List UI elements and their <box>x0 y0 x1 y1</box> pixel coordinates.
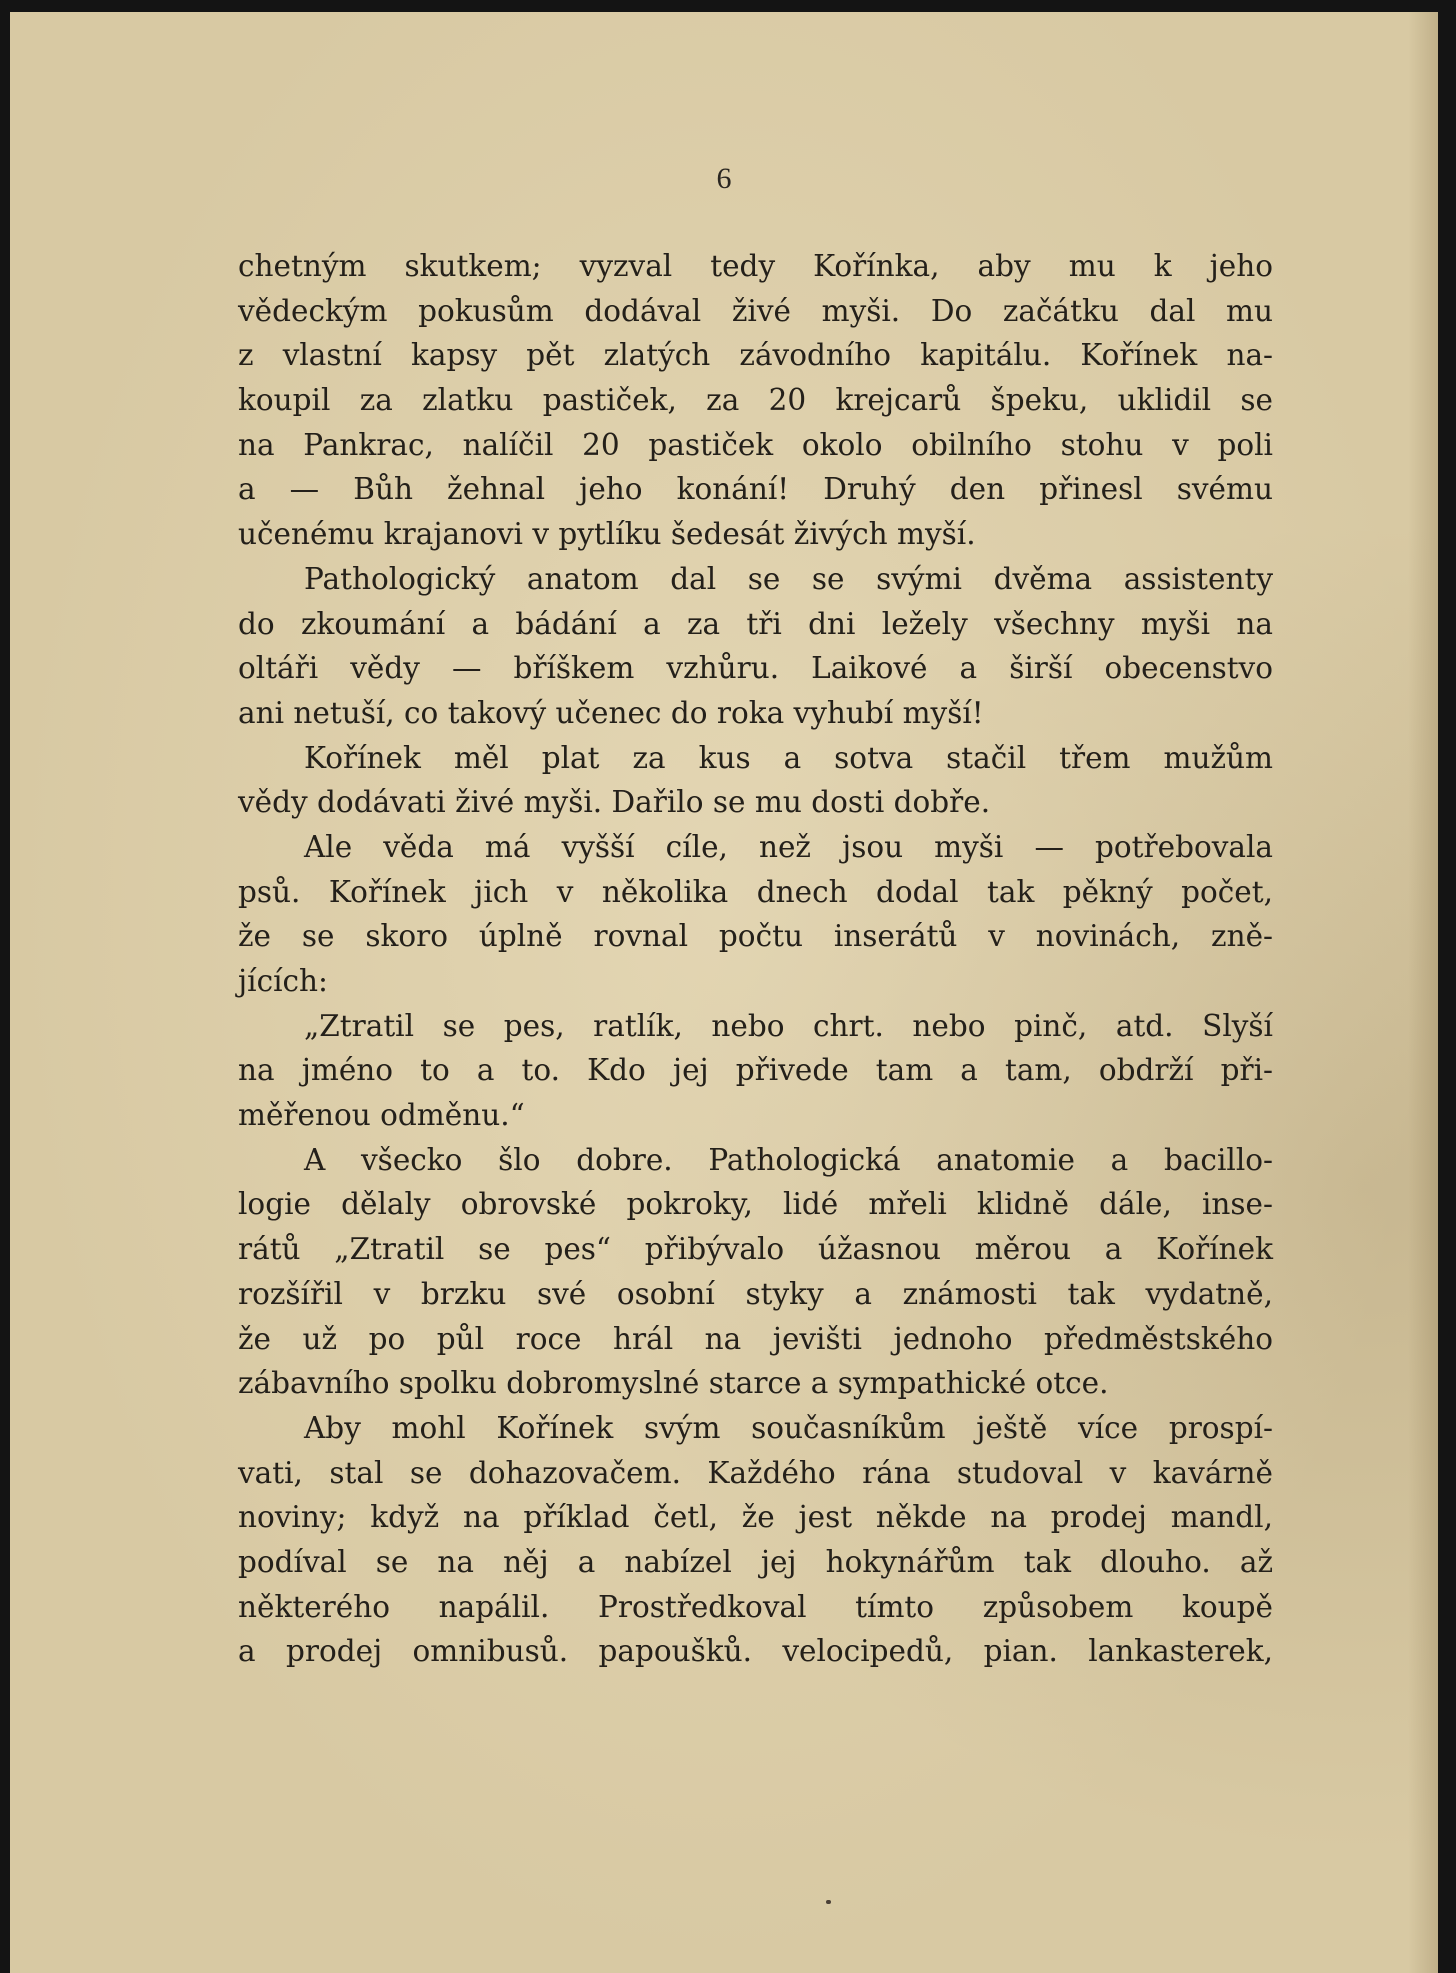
text-line: jících: <box>238 964 328 998</box>
text-line: ani netuší, co takový učenec do roka vyhubí myší! <box>238 695 984 730</box>
text-line: učenému krajanovi v pytlíku šedesát živých myší. <box>238 517 976 552</box>
text-line: rátů „Ztratil se pes“ přibývalo úžasnou měrou a Kořínek <box>238 1232 1273 1267</box>
text-line: že už po půl roce hrál na jevišti jednoho předměstského <box>238 1321 1273 1356</box>
ink-speck <box>826 1900 831 1904</box>
text-line: že se skoro úplně rovnal počtu inserátů v novinách, zně- <box>238 919 1273 954</box>
text-line: vědy dodávati živé myši. Dařilo se mu dosti dobře. <box>238 785 991 820</box>
text-line: do zkoumání a bádání a za tři dni ležely všechny myši na <box>238 606 1273 641</box>
text-line: Kořínek měl plat za kus a sotva stačil třem mužům <box>304 740 1273 775</box>
text-line: podíval se na něj a nabízel jej hokynářům tak dlouho. až <box>238 1544 1273 1579</box>
page-number: 6 <box>716 162 732 195</box>
body-text <box>238 244 1273 1674</box>
text-line: měřenou odměnu.“ <box>238 1098 525 1133</box>
text-line: na Pankrac, nalíčil 20 pastiček okolo obilního stohu v poli <box>238 427 1273 462</box>
text-line: zábavního spolku dobromyslné starce a sympathické otce. <box>238 1366 1109 1401</box>
text-line: logie dělaly obrovské pokroky, lidé mřeli klidně dále, inse- <box>238 1187 1273 1222</box>
text-line: některého napálil. Prostředkoval tímto způsobem koupě <box>238 1589 1273 1624</box>
text-line: z vlastní kapsy pět zlatých závodního kapitálu. Kořínek na- <box>238 338 1273 373</box>
text-line: vati, stal se dohazovačem. Každého rána studoval v kavárně <box>238 1455 1273 1490</box>
text-line: „Ztratil se pes, ratlík, nebo chrt. nebo pinč, atd. Slyší <box>304 1008 1273 1043</box>
text-line: chetným skutkem; vyzval tedy Kořínka, aby mu k jeho <box>238 249 1273 283</box>
text-line: oltáři vědy — bříškem vzhůru. Laikové a širší obecenstvo <box>238 651 1273 686</box>
text-line: Pathologický anatom dal se se svými dvěma assistenty <box>304 561 1273 596</box>
text-line: rozšířil v brzku své osobní styky a známosti tak vydatně, <box>238 1276 1273 1311</box>
text-line: na jméno to a to. Kdo jej přivede tam a tam, obdrží při- <box>238 1053 1273 1088</box>
text-line: vědeckým pokusům dodával živé myši. Do začátku dal mu <box>238 293 1273 328</box>
page-edge-shadow <box>1408 12 1438 1973</box>
text-line: koupil za zlatku pastiček, za 20 krejcarů špeku, uklidil se <box>238 383 1273 418</box>
text-line: A všecko šlo dobre. Pathologická anatomie a bacillo- <box>304 1142 1273 1177</box>
text-line: noviny; když na příklad četl, že jest někde na prodej mandl, <box>238 1500 1273 1535</box>
text-line: psů. Kořínek jich v několika dnech dodal tak pěkný počet, <box>238 874 1273 909</box>
text-line: Ale věda má vyšší cíle, než jsou myši — potřebovala <box>304 829 1273 864</box>
text-line: Aby mohl Kořínek svým současníkům ještě více prospí- <box>304 1410 1273 1445</box>
text-line: a — Bůh žehnal jeho konání! Druhý den přinesl svému <box>238 472 1273 507</box>
book-page <box>10 12 1438 1973</box>
text-line: a prodej omnibusů. papoušků. velocipedů, pian. lankasterek, <box>238 1634 1273 1669</box>
